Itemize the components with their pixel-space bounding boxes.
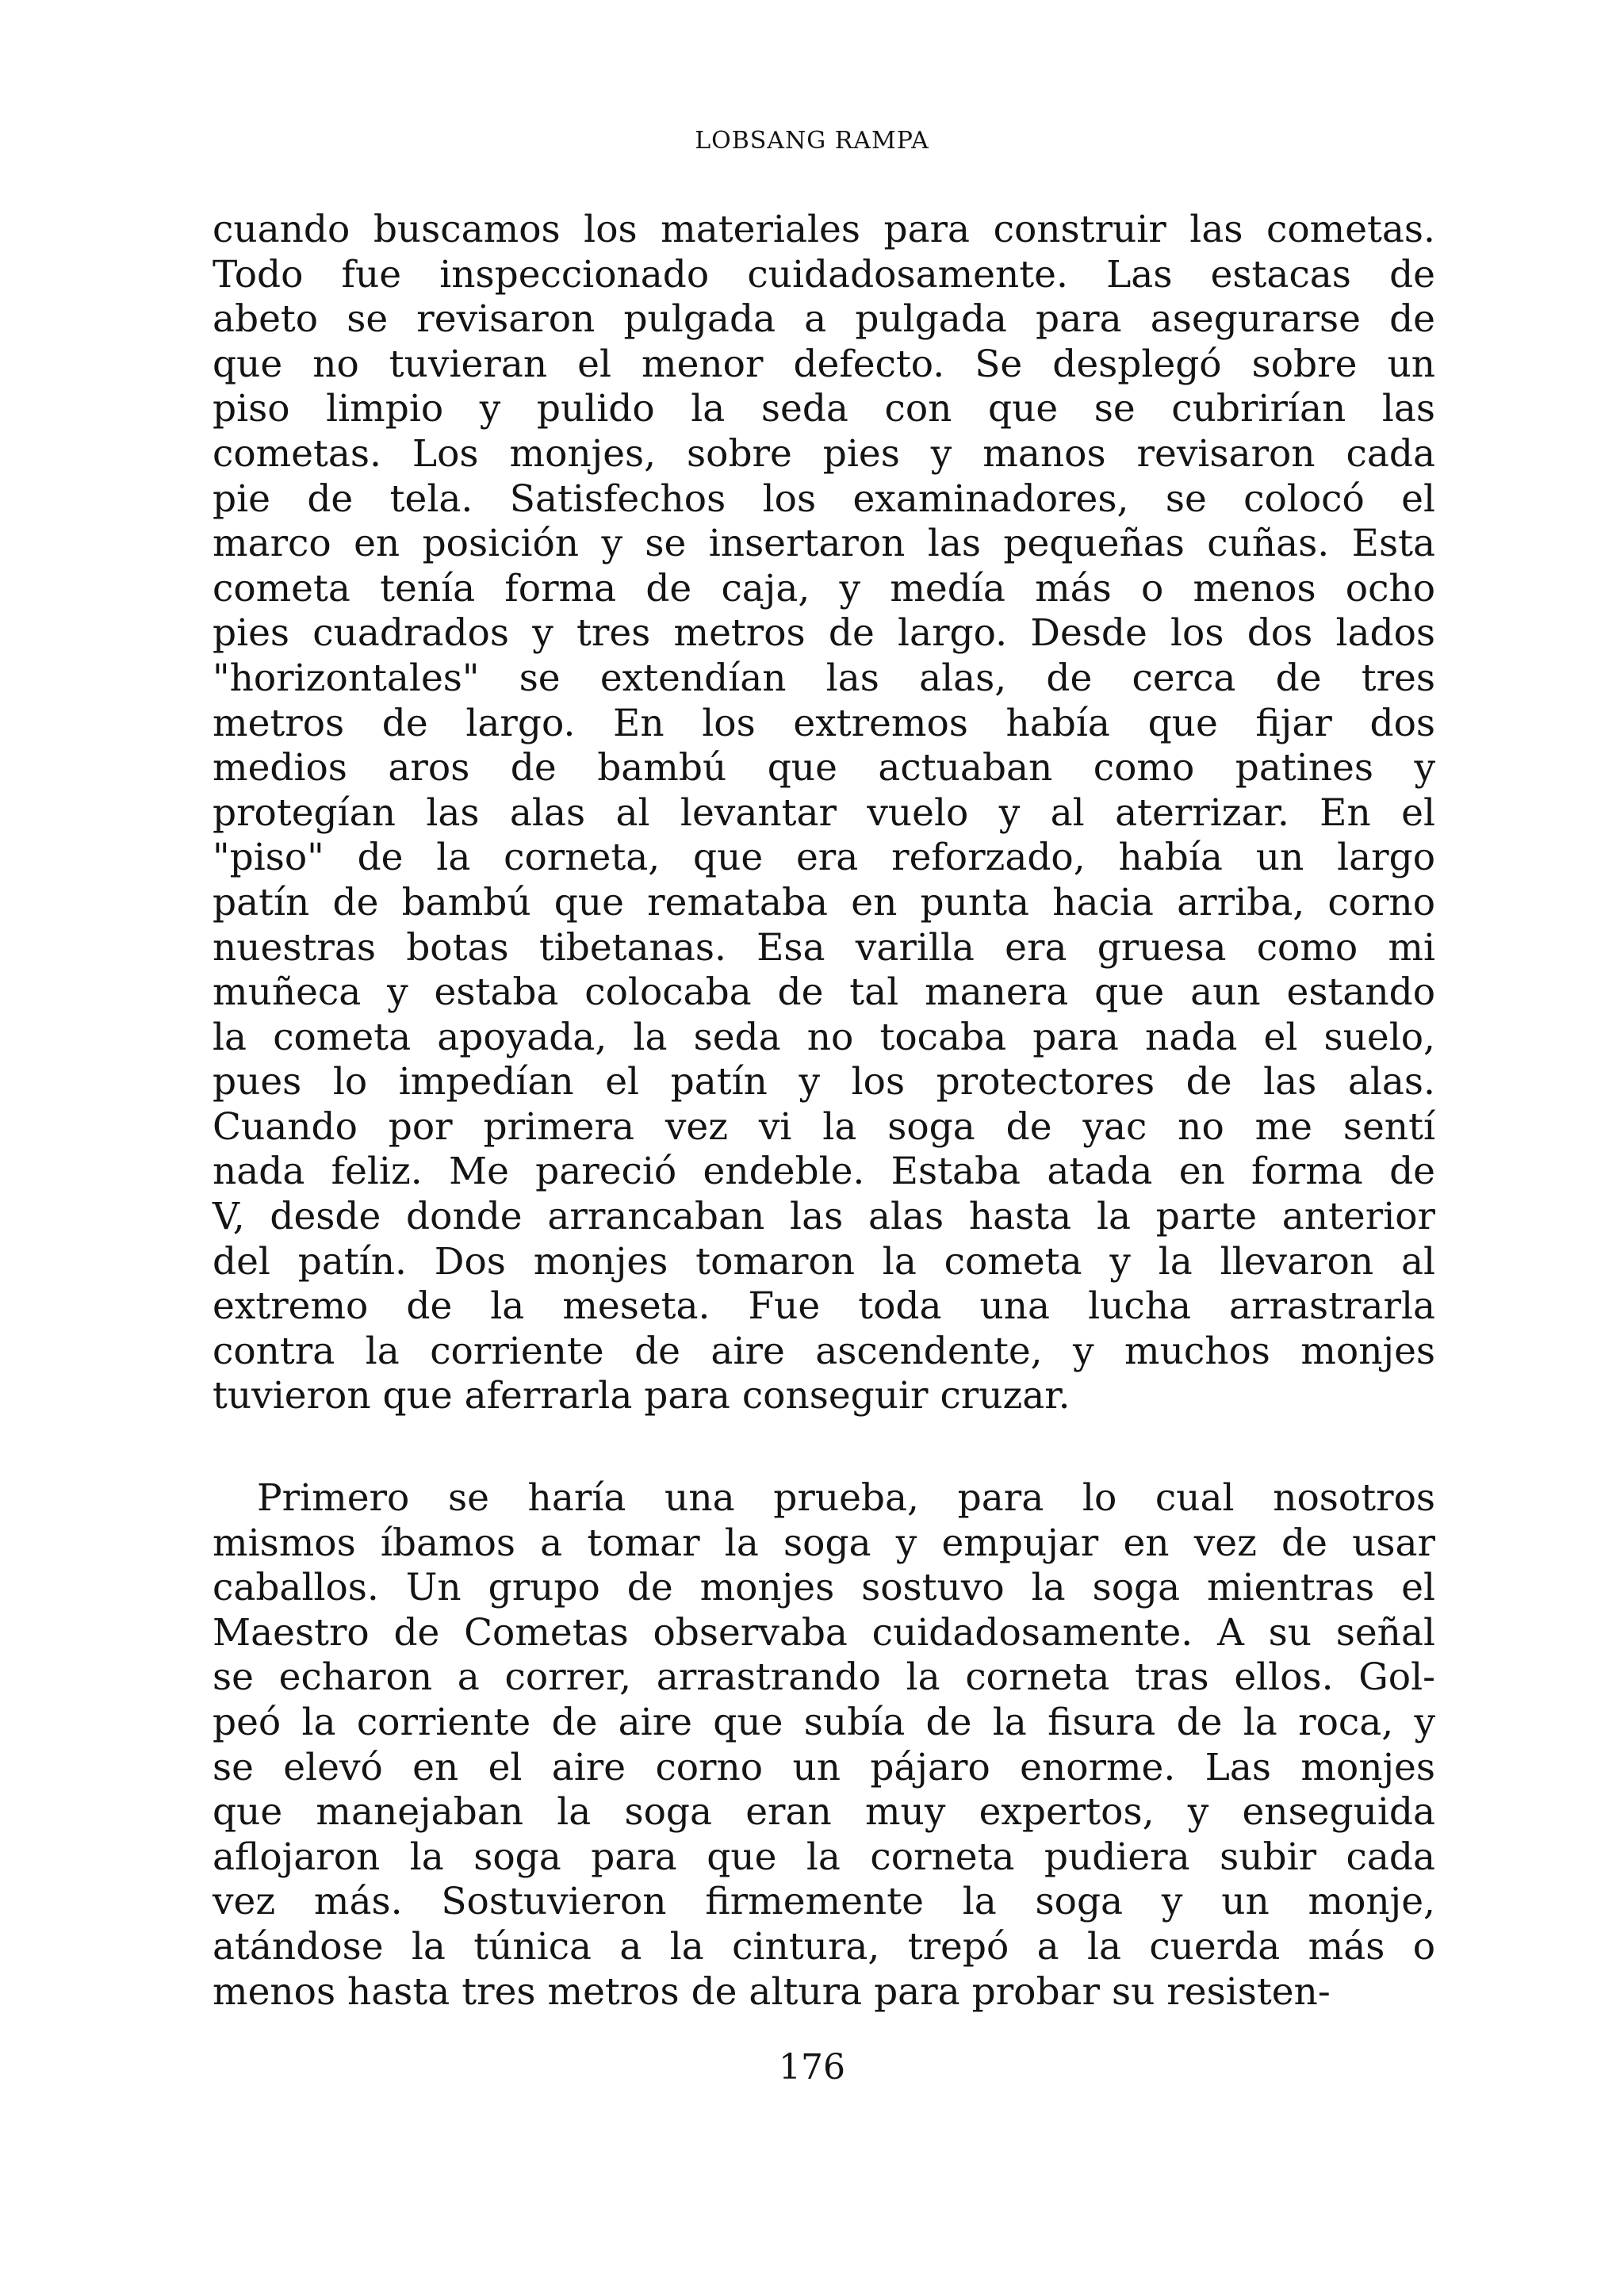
text-line: contra la corriente de aire ascendente, y muchos monjes xyxy=(213,1329,1435,1373)
page-number: 176 xyxy=(779,2047,845,2087)
text-line: piso limpio y pulido la seda con que se cubrirían las xyxy=(213,387,1435,431)
text-line: V, desde donde arrancaban las alas hasta la parte anterior xyxy=(213,1195,1435,1239)
text-line: mismos íbamos a tomar la soga y empujar en vez de usar xyxy=(213,1521,1435,1565)
text-line: se echaron a correr, arrastrando la corneta tras ellos. Gol- xyxy=(213,1655,1435,1700)
text-line: pues lo impedían el patín y los protectores de las alas. xyxy=(213,1060,1435,1104)
text-line: extremo de la meseta. Fue toda una lucha arrastrarla xyxy=(213,1284,1435,1329)
paragraph-2 xyxy=(213,1476,1435,2015)
text-line: cometa tenía forma de caja, y medía más o menos ocho xyxy=(213,566,1435,610)
text-line: cometas. Los monjes, sobre pies y manos revisaron cada xyxy=(213,431,1435,476)
text-line: medios aros de bambú que actuaban como patines y xyxy=(213,746,1435,790)
text-line: metros de largo. En los extremos había que fijar dos xyxy=(213,701,1435,745)
text-line: pie de tela. Satisfechos los examinadores, se colocó el xyxy=(213,476,1435,521)
text-line: Primero se haría una prueba, para lo cual nosotros xyxy=(257,1476,1435,1520)
text-line: se elevó en el aire corno un pájaro enorme. Las monjes xyxy=(213,1745,1435,1789)
text-line: Cuando por primera vez vi la soga de yac no me sentí xyxy=(213,1104,1435,1149)
text-line: tuvieron que aferrarla para conseguir cruzar. xyxy=(213,1374,1071,1418)
text-line: atándose la túnica a la cintura, trepó a la cuerda más o xyxy=(213,1924,1435,1969)
text-line: vez más. Sostuvieron firmemente la soga y un monje, xyxy=(213,1880,1435,1924)
text-line: marco en posición y se insertaron las pequeñas cuñas. Esta xyxy=(213,522,1435,566)
text-line: pies cuadrados y tres metros de largo. Desde los dos lados xyxy=(213,611,1435,656)
text-line: muñeca y estaba colocaba de tal manera que aun estando xyxy=(213,970,1435,1015)
text-line: caballos. Un grupo de monjes sostuvo la soga mientras el xyxy=(213,1566,1435,1610)
text-line: del patín. Dos monjes tomaron la cometa y la llevaron al xyxy=(213,1239,1435,1284)
paragraph-1 xyxy=(213,208,1435,1419)
text-line: patín de bambú que remataba en punta hacia arriba, corno xyxy=(213,880,1435,924)
text-line: aflojaron la soga para que la corneta pudiera subir cada xyxy=(213,1835,1435,1879)
text-line: abeto se revisaron pulgada a pulgada para asegurarse de xyxy=(213,297,1435,342)
text-line: que manejaban la soga eran muy expertos, y enseguida xyxy=(213,1790,1435,1835)
text-line: nada feliz. Me pareció endeble. Estaba atada en forma de xyxy=(213,1150,1435,1194)
text-line: protegían las alas al levantar vuelo y al aterrizar. En el xyxy=(213,790,1435,835)
text-line: "piso" de la corneta, que era reforzado, había un largo xyxy=(213,836,1435,880)
text-line: menos hasta tres metros de altura para probar su resisten- xyxy=(213,1969,1331,2014)
text-line: Todo fue inspeccionado cuidadosamente. Las estacas de xyxy=(213,252,1435,297)
text-line: Maestro de Cometas observaba cuidadosamente. A su señal xyxy=(213,1610,1435,1655)
text-line: que no tuvieran el menor defecto. Se desplegó sobre un xyxy=(213,342,1435,386)
running-header: LOBSANG RAMPA xyxy=(695,127,929,155)
text-line: cuando buscamos los materiales para construir las cometas. xyxy=(213,208,1435,251)
text-line: "horizontales" se extendían las alas, de cerca de tres xyxy=(213,656,1435,700)
text-line: peó la corriente de aire que subía de la fisura de la roca, y xyxy=(213,1700,1435,1744)
text-line: la cometa apoyada, la seda no tocaba para nada el suelo, xyxy=(213,1015,1435,1059)
text-line: nuestras botas tibetanas. Esa varilla era gruesa como mi xyxy=(213,925,1435,970)
